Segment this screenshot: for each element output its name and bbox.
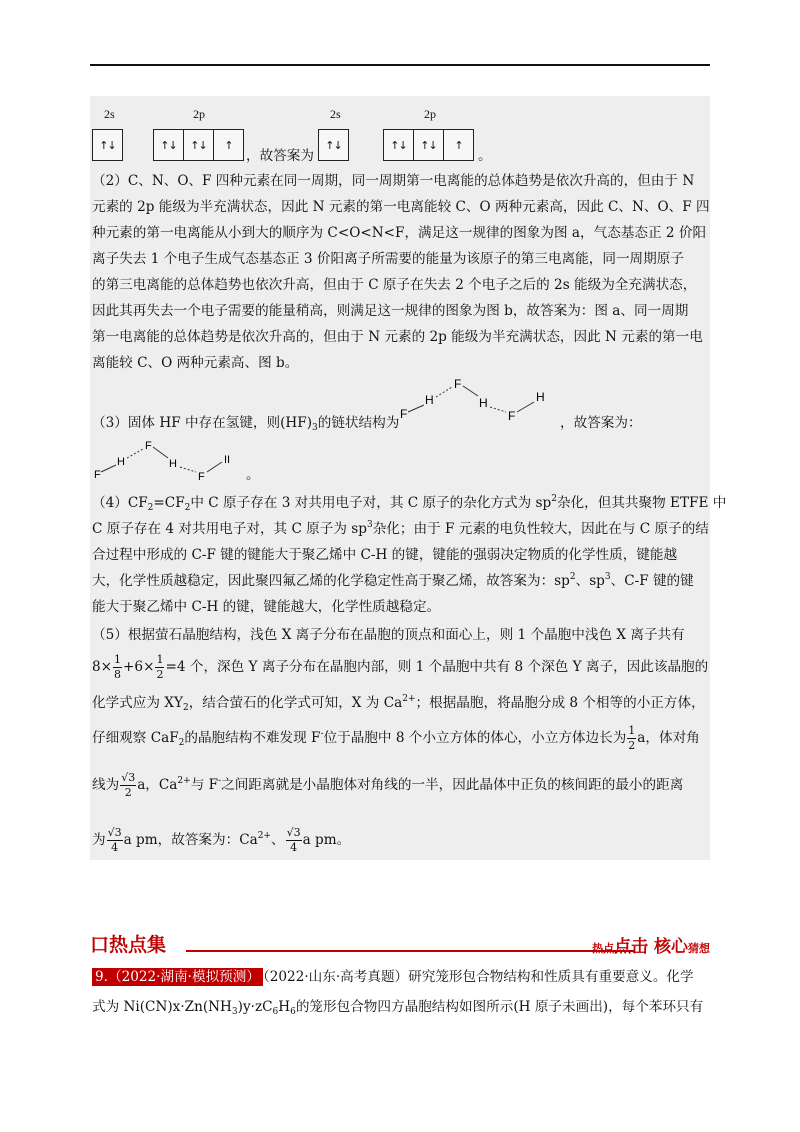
para2-line: 离能较 C、O 两种元素高、图 b。 (92, 355, 299, 371)
para2-line: 离子失去 1 个电子生成气态基态正 3 价阳离子所需要的能量为该原子的第三电离能，同一周期原子 (92, 251, 684, 267)
orbital-box-2p (153, 129, 244, 161)
para4-line: 大，化学性质越稳定，因此聚四氟乙烯的化学稳定性高于聚乙烯，故答案为：$sp^2$、$sp^3$、C-F 键的键 (92, 572, 694, 589)
orbital-cell: ↑↓ (154, 130, 184, 160)
atom-f: F (145, 440, 152, 452)
hotspot-header (90, 930, 710, 957)
para2-line: 第一电离能的总体趋势是依次升高的，但由于 N 元素的 2p 能级为半充满状态，因此 N 元素的第一电 (92, 329, 703, 345)
hotspot-underline (186, 950, 634, 952)
atom-f: F (400, 407, 408, 421)
hotspot-title: 口热点集 (90, 934, 167, 956)
hf-chain-structure-answer (90, 436, 240, 484)
question-badge: 9.（2022·湖南·模拟预测） (92, 968, 263, 986)
bond-line (463, 386, 478, 396)
para4-line: C 原子存在 4 对共用电子对，其 C 原子为 $sp^3$杂化；由于 F 元素的电负性较大，因此在与 C 原子的结 (92, 520, 709, 537)
bond-line (101, 465, 116, 472)
para2-line: 元素的 2p 能级为半充满状态，因此 N 元素的第一电离能较 C、O 两种元素高，因此 C、N、O、F 四 (92, 199, 710, 215)
atom-f: F (94, 469, 101, 481)
orbital-cell: ↑↓ (384, 130, 414, 160)
hydrogen-bond-line (490, 407, 506, 412)
para2-line: 因此其再失去一个电子需要的能量稍高，则满足这一规律的图象为图 b，故答案为：图 a、同一周期 (92, 303, 689, 319)
atom-f: F (198, 471, 205, 483)
bond-line (517, 402, 534, 412)
para4-line: 能大于聚乙烯中 C-H 的键，键能越大，化学性质越稳定。 (92, 599, 441, 615)
bond-line (207, 462, 222, 472)
hydrogen-bond-line (180, 467, 196, 472)
atom-h: H (425, 393, 434, 407)
fraction: $\frac{√3}{4}$ (107, 826, 122, 854)
para5-line: 线为 $\frac{√3}{2}$ a，$Ca^{2+}$与 F-之间距离就是小晶胞体对角线的一半，因此晶体中正负的核间距的最小的距离 (92, 771, 684, 799)
atom-h: H (536, 390, 545, 404)
para4-line: 合过程中形成的 C-F 键的键能大于聚乙烯中 C-H 的键，键能的强弱决定物质的化学性质，键能越 (92, 547, 678, 563)
orbital-cell: ↑↓ (414, 130, 444, 160)
orbital-box-2s (92, 129, 123, 161)
hydrogen-bond-line (436, 387, 452, 397)
hotspot-slogan: 热点点击 核心猜想 (592, 937, 710, 957)
fraction: $\frac{1}{8}$ (114, 653, 122, 681)
question-9-line: 9.（2022·湖南·模拟预测） （2022·山东·高考真题）研究笼形包合物结构和性质具有重要意义。化学 (92, 964, 708, 991)
question-9-line: 式为 $Ni(CN)x\cdot Zn(NH_3)y\cdot zC_6H_6$的笼形包合物四方晶胞结构如图所示(H 原子未画出)，每个苯环只有 (92, 999, 704, 1017)
bond-line (153, 447, 168, 458)
fraction: $\frac{1}{2}$ (628, 724, 636, 752)
header-rule (90, 64, 710, 66)
hf-chain-structure (396, 374, 552, 426)
para4-line: $(4)CF_2=CF_2$中 C 原子存在 3 对共用电子对，其 C 原子的杂化方式为 $sp^2$杂化，但其共聚物 ETFE 中 (92, 494, 727, 513)
para5-line: （5）根据萤石晶胞结构，浅色 X 离子分布在晶胞的顶点和面心上，则 1 个晶胞中浅色 X 离子共有 (92, 627, 685, 643)
orbital-cell: ↑↓ (99, 138, 116, 152)
para5-line: 仔细观察 CaF$_2$的晶胞结构不难发现 F-位于晶胞中 8 个小立方体的体心，小立方体边长为 $\frac{1}{2}$ a，体对角 (92, 724, 700, 752)
para5-line: 8× $\frac{1}{8}$ +6× $\frac{1}{2}$ =4 个，深色 Y 离子分布在晶胞内部，则 1 个晶胞中共有 8 个深色 Y 离子，因此该晶胞的 (92, 653, 709, 681)
para5-line: 化学式应为 $XY_2$，结合萤石的化学式可知，X 为 $Ca^{2+}$；根据晶胞，将晶胞分成 8 个相等的小正方体， (92, 694, 705, 713)
para3-tail: ，故答案为： (560, 415, 642, 431)
para2-line: （2）C、N、O、F 四种元素在同一周期，同一周期第一电离能的总体趋势是依次升高的，但由于 N (92, 173, 695, 189)
bond-line (408, 405, 424, 412)
atom-h: H (117, 456, 125, 468)
orbital-answer-text: ，故答案为 (246, 148, 314, 164)
para2-line: 的第三电离能的总体趋势也依次升高，但由于 C 原子在失去 2 个电子之后的 2s 能级为全充满状态， (92, 277, 697, 293)
orbital-label-2s-answer: 2s (330, 107, 341, 121)
orbital-label-2p: 2p (193, 107, 205, 121)
atom-h: H (169, 458, 177, 470)
atom-f: F (508, 409, 516, 423)
orbital-cell: ↑↓ (325, 138, 342, 152)
orbital-cell: ↑↓ (184, 130, 214, 160)
atom-f: F (454, 377, 462, 391)
para5-line: 为 $\frac{√3}{4}$ a pm，故答案为：$Ca^{2+}$、 $\frac{√3}{4}$ a pm。 (92, 826, 351, 854)
fraction: $\frac{√3}{4}$ (286, 826, 301, 854)
hydrogen-bond-line (127, 449, 143, 458)
atom-h: II (224, 454, 231, 466)
orbital-box-2p-answer (383, 129, 474, 161)
orbital-cell: ↑ (224, 138, 233, 152)
para2-line: 种元素的第一电离能从小到大的顺序为 C<O<N<F，满足这一规律的图象为图 a，气态基态正 2 价阳 (92, 225, 707, 241)
orbital-cell: ↑ (454, 138, 463, 152)
orbital-box-2s-answer (318, 129, 349, 161)
orbital-label-2s: 2s (104, 107, 115, 121)
orbital-label-2p-answer: 2p (424, 107, 436, 121)
fraction: $\frac{√3}{2}$ (121, 771, 136, 799)
fraction: $\frac{1}{2}$ (156, 653, 164, 681)
atom-h: H (479, 396, 488, 410)
orbital-answer-end: 。 (478, 148, 492, 164)
para3-end: 。 (246, 467, 260, 483)
para3-line: （3）固体 HF 中存在氢键，则$(HF)_3$的链状结构为 (92, 415, 400, 433)
